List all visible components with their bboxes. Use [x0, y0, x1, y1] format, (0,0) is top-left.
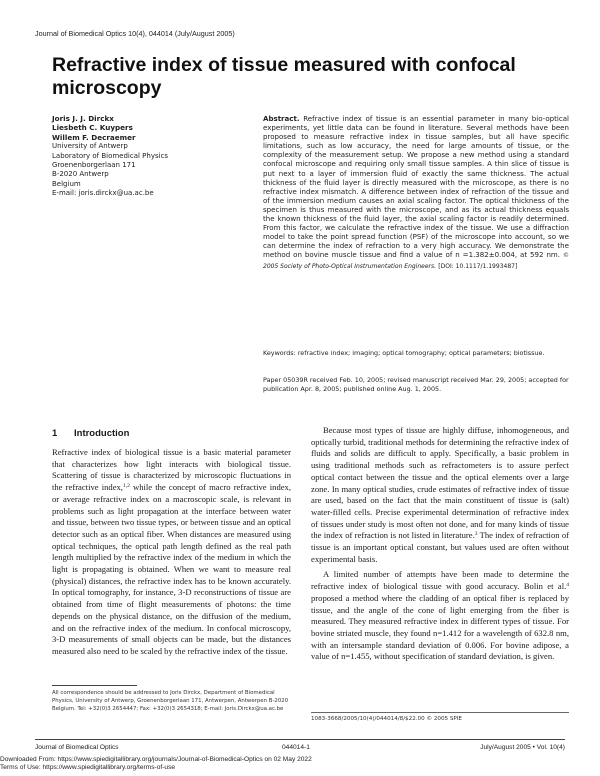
author-email[interactable]: E-mail: joris.dirckx@ua.ac.be [52, 189, 154, 198]
page-title: Refractive index of tissue measured with confocal microscopy [52, 54, 516, 99]
body-column-right [311, 425, 569, 663]
author-name: Willem F. Decraemer [52, 132, 136, 142]
author-name: Liesbeth C. Kuypers [52, 123, 133, 133]
journal-header: Journal of Biomedical Optics 10(4), 044014 (July/August 2005) [35, 29, 235, 38]
footer-page-number: 044014-1 [282, 744, 310, 751]
abstract-doi[interactable]: [DOI: 10.1117/1.1993487] [438, 262, 518, 270]
footer-divider [35, 739, 565, 740]
footer-issue: July/August 2005 • Vol. 10(4) [480, 744, 565, 751]
paragraph-text: The index of refraction of tissue is an important optical constant, but values used are often without experimental basis. [311, 530, 569, 564]
affiliation-line: B-2020 Antwerp [52, 170, 109, 179]
affiliation-line: Laboratory of Biomedical Physics [52, 151, 169, 160]
issn-line: 1083-3668/2005/10(4)/044014/8/$22.00 © 2005 SPIE [311, 716, 462, 722]
paragraph [52, 447, 291, 658]
keywords: Keywords: refractive index; imaging; optical tomography; optical parameters; biotissue. [263, 349, 545, 357]
section-number: 1 [52, 428, 58, 439]
author-name: Joris J. J. Dirckx [52, 114, 114, 123]
section-heading [52, 428, 129, 439]
paragraph-text: A limited number of attempts have been made to determine the refractive index of biological tissue with good accuracy. Bolin et al. [311, 569, 569, 592]
footnote-divider [52, 685, 137, 686]
citation-ref[interactable]: 3 [474, 531, 478, 538]
issn-divider [311, 712, 569, 713]
abstract [263, 114, 569, 271]
citation-ref[interactable]: 1,2 [122, 483, 130, 490]
abstract-copyright: © 2005 Society of Photo-Optical Instrumentation Engineers. [263, 252, 569, 270]
author-block [52, 114, 222, 199]
paragraph-text: Refractive index of biological tissue is a basic material parameter that characterizes how light interacts with biological tissue. Scattering of tissue is characterized by microscopic fluctuations in the refractive index, [52, 447, 291, 493]
paragraph-text: proposed a method where the cladding of an optical fiber is replaced by tissue, and the angle of the cone of light emerging from the fiber is measured. They measured refractive index in different types of tissue. For bovine striated muscle, they found n=1.412 for a wavelength of 632.8 nm, with an intersample standard deviation of 0.006. For bovine adipose, a value of n=1.455, without specification of standard deviation, is given. [311, 592, 569, 662]
section-title: Introduction [74, 428, 130, 439]
download-notice [0, 756, 312, 773]
affiliation-line: University of Antwerp [52, 142, 128, 151]
affiliation-line: Groenenborgerlaan 171 [52, 161, 136, 170]
paragraph [311, 425, 569, 565]
abstract-label: Abstract. [263, 114, 300, 123]
terms-line[interactable]: Terms of Use: https://www.spiedigitallibrary.org/terms-of-use [0, 764, 176, 772]
received-dates: Paper 05039R received Feb. 10, 2005; revised manuscript received Mar. 29, 2005; accepted for publication Apr. 8, 2005; published online Aug. 1, 2005. [263, 376, 569, 393]
body-column-left [52, 447, 291, 658]
download-line[interactable]: Downloaded From: https://www.spiedigitallibrary.org/journals/Journal-of-Biomedical-Optics on 02 May 2022 [0, 756, 312, 763]
paragraph-text: while the concept of macro refractive index, or average refractive index on a macroscopic scale, is relevant in problems such as light propagation at the interface between water and tissue, between two tissue types, or between tissue and an optical detector such as an optical fiber. When distances are measured using optical techniques, the optical path length defined as the real path length multiplied by the refractive index of the medium in which the light is propagating is obtained. When we want to measure real (physical) distances, the refractive index has to be known accurately. In optical tomography, for instance, 3-D reconstructions of tissue are obtained from time of flight measurements of photons: the time depends on the physical distance, on the diffusion of the medium, and on the refractive index of the medium. In confocal microscopy, 3-D measurements of small objects can be made, but the distances measured also need to be scaled by the refractive index of the tissue. [52, 482, 292, 656]
abstract-text: Refractive index of tissue is an essential parameter in many bio-optical experiments, yet little data can be found in literature. Several methods have been proposed to measure refractive index in tissue samples, but all have specific limitations, such as low accuracy, the need for large amounts of tissue, or the complexity of the measurement setup. We propose a new method using a standard confocal microscope and requiring only small tissue samples. A thin slice of tissue is put next to a layer of immersion fluid of exactly the same thickness. The actual thickness of the fluid layer is directly measured with the microscope, as there is no refractive index mismatch. A difference between index of refraction of the tissue and of the immersion medium causes an axial scaling factor. The optical thickness of the specimen is thus measured with the microscope, and as its actual thickness equals the known thickness of the fluid layer, the axial scaling factor is readily determined. From this factor, we calculate the refractive index of the tissue. We use a diffraction model to take the point spread function (PSF) of the microscope into account, so we can determine the index of refraction to a very high accuracy. We demonstrate the method on bovine muscle tissue and find a value of n =1.382±0.004, at 592 nm. [263, 114, 569, 260]
affiliation-line: Belgium [52, 179, 81, 188]
footer-journal: Journal of Biomedical Optics [35, 744, 119, 751]
paragraph [311, 569, 569, 663]
correspondence-footnote: All correspondence should be addressed to Joris Dirckx, Department of Biomedical Physics, University of Antwerp, Groenenborgerlaan 171, Antwerpen, Antwerpen B-2020 Belgium. Tel: +32(0)3 2654447; Fax: +32(0)3 2654318; E-mail: Joris.Dirckx@ua.ac.be [52, 690, 289, 712]
paragraph-text: Because most types of tissue are highly diffuse, inhomogeneous, and optically turbid, traditional methods for determining the refractive index of fluids and solids are difficult to apply. Specifically, a basic problem in using traditional methods such as refractometers is to assure perfect optical contact between the tissue and the optical elements over a large zone. In many optical studies, crude estimates of refractive index of tissue are used, based on the fact that the main constituent of tissue is (salt) water-filled cells. Precise experimental determination of refractive index of tissues under study is most often not done, and for many kinds of tissue the index of refraction is not listed in literature. [311, 425, 569, 541]
citation-ref[interactable]: 4 [566, 582, 569, 589]
